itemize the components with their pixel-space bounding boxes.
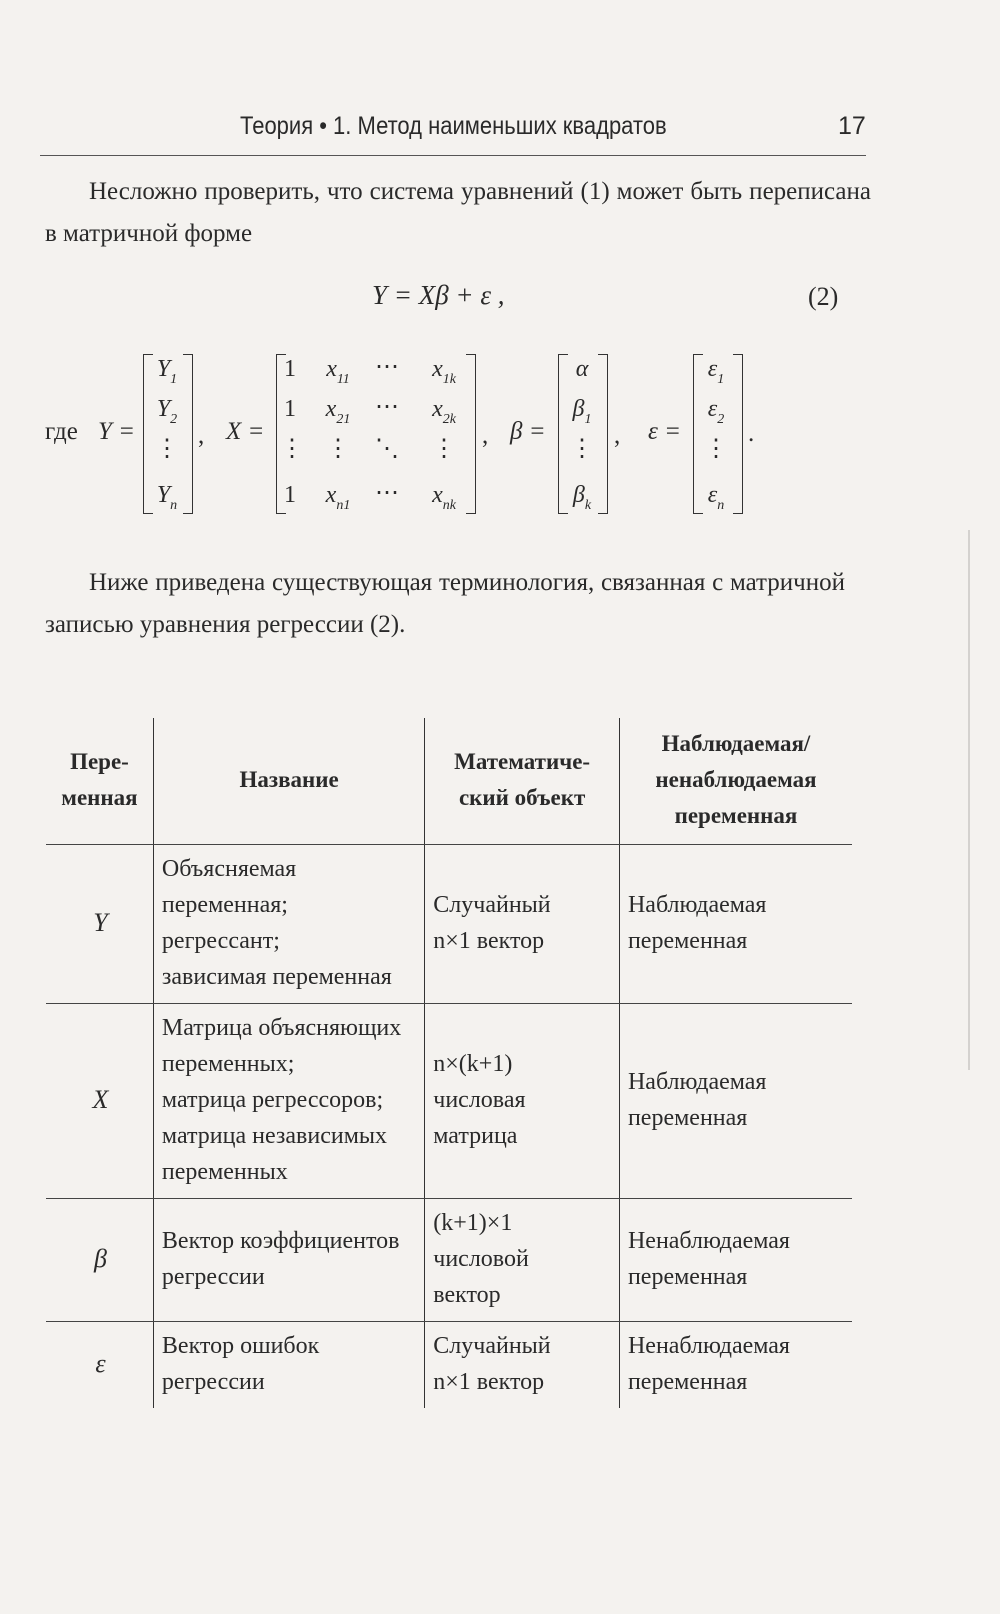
row-name: Объясняемая переменная; регрессант; зависимая переменная (153, 845, 424, 1004)
row-observable: Наблюдаемая переменная (619, 1004, 852, 1199)
row-math: Случайный n×1 вектор (425, 1322, 620, 1409)
comma: , (198, 422, 205, 449)
running-header-title: Теория • 1. Метод наименьших квадратов (240, 112, 667, 140)
equation-number: (2) (808, 282, 839, 311)
row-math: Случайный n×1 вектор (425, 845, 620, 1004)
eps-vector-name: ε = (648, 418, 681, 445)
comma: , (614, 422, 621, 449)
x-bracket-right (466, 354, 476, 514)
x-cell: ⋯ (375, 354, 399, 380)
second-paragraph-text: Ниже приведена существующая терминология, связанная с матричной записью уравнения регрессии (2). (45, 569, 845, 638)
second-paragraph (45, 562, 845, 646)
x-cell: $x_{21}$ (325, 396, 351, 427)
header-variable: Пере- менная (46, 718, 153, 845)
row-observable: Ненаблюдаемая переменная (619, 1322, 852, 1409)
intro-paragraph (45, 171, 871, 255)
x-cell: ⋮ (432, 436, 456, 462)
beta-entry-alpha: α (575, 356, 589, 382)
x-cell: $x_{1k}$ (432, 356, 456, 387)
y-vector-name: Y = (98, 418, 136, 445)
beta-entry-k: $\beta_k$ (572, 482, 592, 513)
eps-bracket-right (733, 354, 743, 514)
header-name: Название (153, 718, 424, 845)
beta-bracket-right (598, 354, 608, 514)
row-math: n×(k+1) числовая матрица (425, 1004, 620, 1199)
table-row (46, 1004, 852, 1199)
eps-entry-1: $\varepsilon_1$ (707, 356, 725, 387)
eps-entry-2: $\varepsilon_2$ (707, 396, 725, 427)
x-cell: ⋮ (326, 436, 350, 462)
row-observable: Ненаблюдаемая переменная (619, 1199, 852, 1322)
row-math: (k+1)×1 числовой вектор (425, 1199, 620, 1322)
terminology-table (46, 718, 852, 1408)
x-cell: 1 (284, 356, 296, 382)
beta-entry-1: $\beta_1$ (572, 396, 592, 427)
x-cell: $x_{nk}$ (432, 482, 456, 513)
row-observable: Наблюдаемая переменная (619, 845, 852, 1004)
row-name: Вектор коэффициентов регрессии (153, 1199, 424, 1322)
page-gutter-shadow (968, 530, 970, 1070)
row-name: Вектор ошибок регрессии (153, 1322, 424, 1409)
y-entry-dots: ⋮ (155, 436, 179, 462)
period: . (748, 420, 755, 447)
x-matrix-name: X = (226, 418, 265, 445)
x-cell: 1 (284, 396, 296, 422)
x-cell: 1 (284, 482, 296, 508)
y-entry-n: $Y_n$ (156, 482, 178, 513)
intro-text: Несложно проверить, что система уравнений (1) может быть переписана в матричной форме (45, 178, 871, 247)
x-cell: $x_{n1}$ (325, 482, 351, 513)
beta-entry-dots: ⋮ (570, 436, 594, 462)
row-variable: β (46, 1199, 153, 1322)
page-number: 17 (838, 112, 866, 140)
row-variable: X (46, 1004, 153, 1199)
header-rule (40, 155, 866, 156)
x-cell: ⋯ (375, 394, 399, 420)
beta-vector-name: β = (510, 418, 546, 445)
x-cell: ⋱ (375, 436, 399, 462)
x-cell: ⋮ (280, 436, 304, 462)
eps-entry-dots: ⋮ (704, 436, 728, 462)
x-cell: $x_{11}$ (326, 356, 350, 387)
header-observable: Наблюдаемая/ ненаблюдаемая переменная (619, 718, 852, 845)
row-name: Матрица объясняющих переменных; матрица регрессоров; матрица независимых переменных (153, 1004, 424, 1199)
comma: , (482, 422, 489, 449)
row-variable: Y (46, 845, 153, 1004)
table-row (46, 1322, 852, 1409)
table-row (46, 845, 852, 1004)
eps-entry-n: $\varepsilon_n$ (707, 482, 725, 513)
y-entry-2: $Y_2$ (156, 396, 178, 427)
table-row (46, 1199, 852, 1322)
y-entry-1: $Y_1$ (156, 356, 178, 387)
y-bracket-right (183, 354, 193, 514)
x-cell: $x_{2k}$ (432, 396, 456, 427)
x-cell: ⋯ (375, 480, 399, 506)
main-equation: Y = Xβ + ε , (372, 280, 505, 310)
where-label: где (45, 418, 78, 445)
row-variable: ε (95, 1349, 106, 1378)
header-math-object: Математиче- ский объект (425, 718, 620, 845)
table-header-row (46, 718, 852, 845)
